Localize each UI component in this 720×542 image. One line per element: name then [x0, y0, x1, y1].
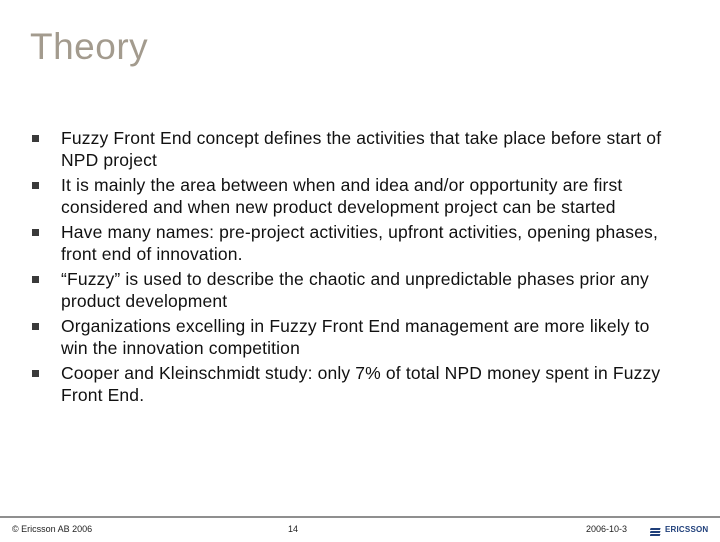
bullet-text: Fuzzy Front End concept defines the activities that take place before start of NPD project — [61, 128, 662, 170]
logo-text: ERICSSON — [665, 524, 709, 534]
footer-copyright: © Ericsson AB 2006 — [12, 524, 93, 534]
square-bullet-icon — [32, 182, 39, 189]
bullet-text: Have many names: pre-project activities, upfront activities, opening phases, front end of innovation. — [61, 222, 658, 264]
bullet-text: Cooper and Kleinschmidt study: only 7% of total NPD money spent in Fuzzy Front End. — [61, 363, 661, 405]
bullet-list — [30, 128, 670, 410]
bullet-item — [30, 269, 670, 312]
square-bullet-icon — [32, 135, 39, 142]
square-bullet-icon — [32, 276, 39, 283]
bullet-item — [30, 316, 670, 359]
square-bullet-icon — [32, 370, 39, 377]
bullet-item — [30, 128, 670, 171]
square-bullet-icon — [32, 323, 39, 330]
bullet-item — [30, 222, 670, 265]
slide-title: Theory — [30, 26, 149, 67]
bullet-text: Organizations excelling in Fuzzy Front End management are more likely to win the innovation competition — [61, 316, 650, 358]
bullet-item — [30, 363, 670, 406]
bullet-item — [30, 175, 670, 218]
page-number: 14 — [288, 524, 299, 534]
footer-divider — [0, 516, 720, 518]
square-bullet-icon — [32, 229, 39, 236]
bullet-text: “Fuzzy” is used to describe the chaotic and unpredictable phases prior any product development — [61, 269, 649, 311]
ericsson-logo — [650, 523, 708, 535]
footer-date: 2006-10-3 — [586, 524, 628, 534]
ericsson-logo-icon — [650, 524, 662, 534]
bullet-text: It is mainly the area between when and idea and/or opportunity are first considered and when new product development project can be started — [61, 175, 623, 217]
